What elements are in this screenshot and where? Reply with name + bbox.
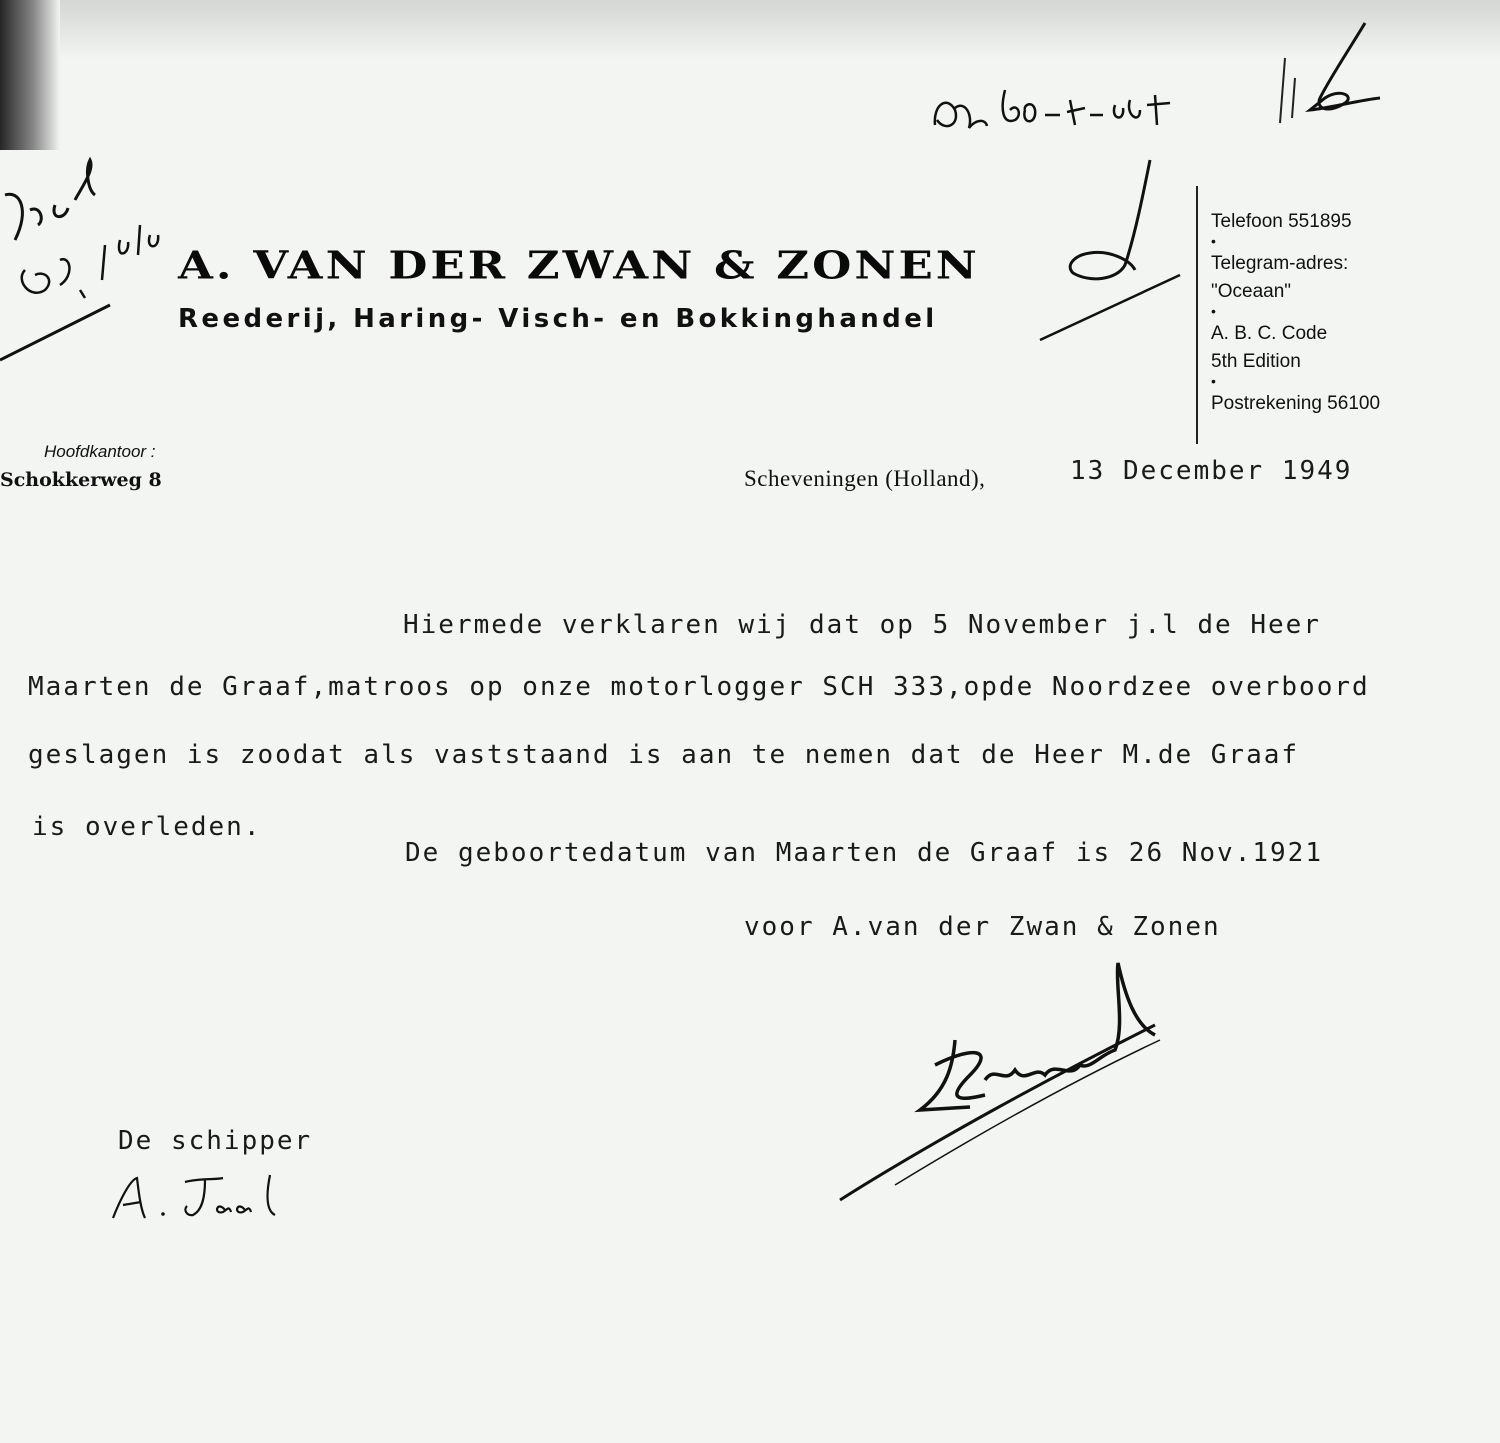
- closing-for-company: voor A.van der Zwan & Zonen: [744, 912, 1221, 942]
- bullet-separator: •: [1211, 303, 1216, 319]
- company-signature: [835, 955, 1175, 1210]
- body-line-3: geslagen is zoodat als vaststaand is aan te nemen dat de Heer M.de Graaf: [28, 740, 1300, 770]
- telegram-value: "Oceaan": [1211, 281, 1292, 302]
- bullet-separator: •: [1211, 373, 1216, 389]
- skipper-label: De schipper: [118, 1126, 313, 1156]
- head-office-label: Hoofdkantoor :: [44, 442, 156, 461]
- head-office-address: Schokkerweg 8: [0, 469, 162, 491]
- letterhead-divider: [1196, 186, 1198, 444]
- postrekening: Postrekening 56100: [1211, 393, 1381, 414]
- handwritten-left-annotation: [0, 150, 170, 370]
- company-subtitle: Reederij, Haring- Visch- en Bokkinghandel: [178, 304, 938, 334]
- place: Scheveningen (Holland),: [744, 466, 986, 491]
- telefoon: Telefoon 551895: [1211, 211, 1352, 232]
- edition: 5th Edition: [1211, 351, 1301, 372]
- body-line-2: Maarten de Graaf,matroos op onze motorlogger SCH 333,opde Noordzee overboord: [28, 672, 1370, 702]
- body-line-5: De geboortedatum van Maarten de Graaf is 26 Nov.1921: [405, 838, 1323, 868]
- body-line-4: is overleden.: [32, 812, 262, 842]
- contact-block: [1211, 208, 1380, 418]
- handwritten-initial-signature: [1035, 155, 1195, 345]
- bullet-separator: •: [1211, 233, 1216, 249]
- skipper-signature: [105, 1170, 305, 1225]
- scan-shadow: [0, 0, 60, 150]
- company-name: A. VAN DER ZWAN & ZONEN: [178, 243, 980, 289]
- abc-code: A. B. C. Code: [1211, 323, 1328, 344]
- handwritten-top-annotation: [925, 70, 1215, 140]
- letter-date: 13 December 1949: [1070, 456, 1353, 486]
- body-line-1: Hiermede verklaren wij dat op 5 November j.l de Heer: [403, 610, 1321, 640]
- handwritten-top-initial: [1270, 18, 1390, 128]
- telegram-label: Telegram-adres:: [1211, 253, 1349, 274]
